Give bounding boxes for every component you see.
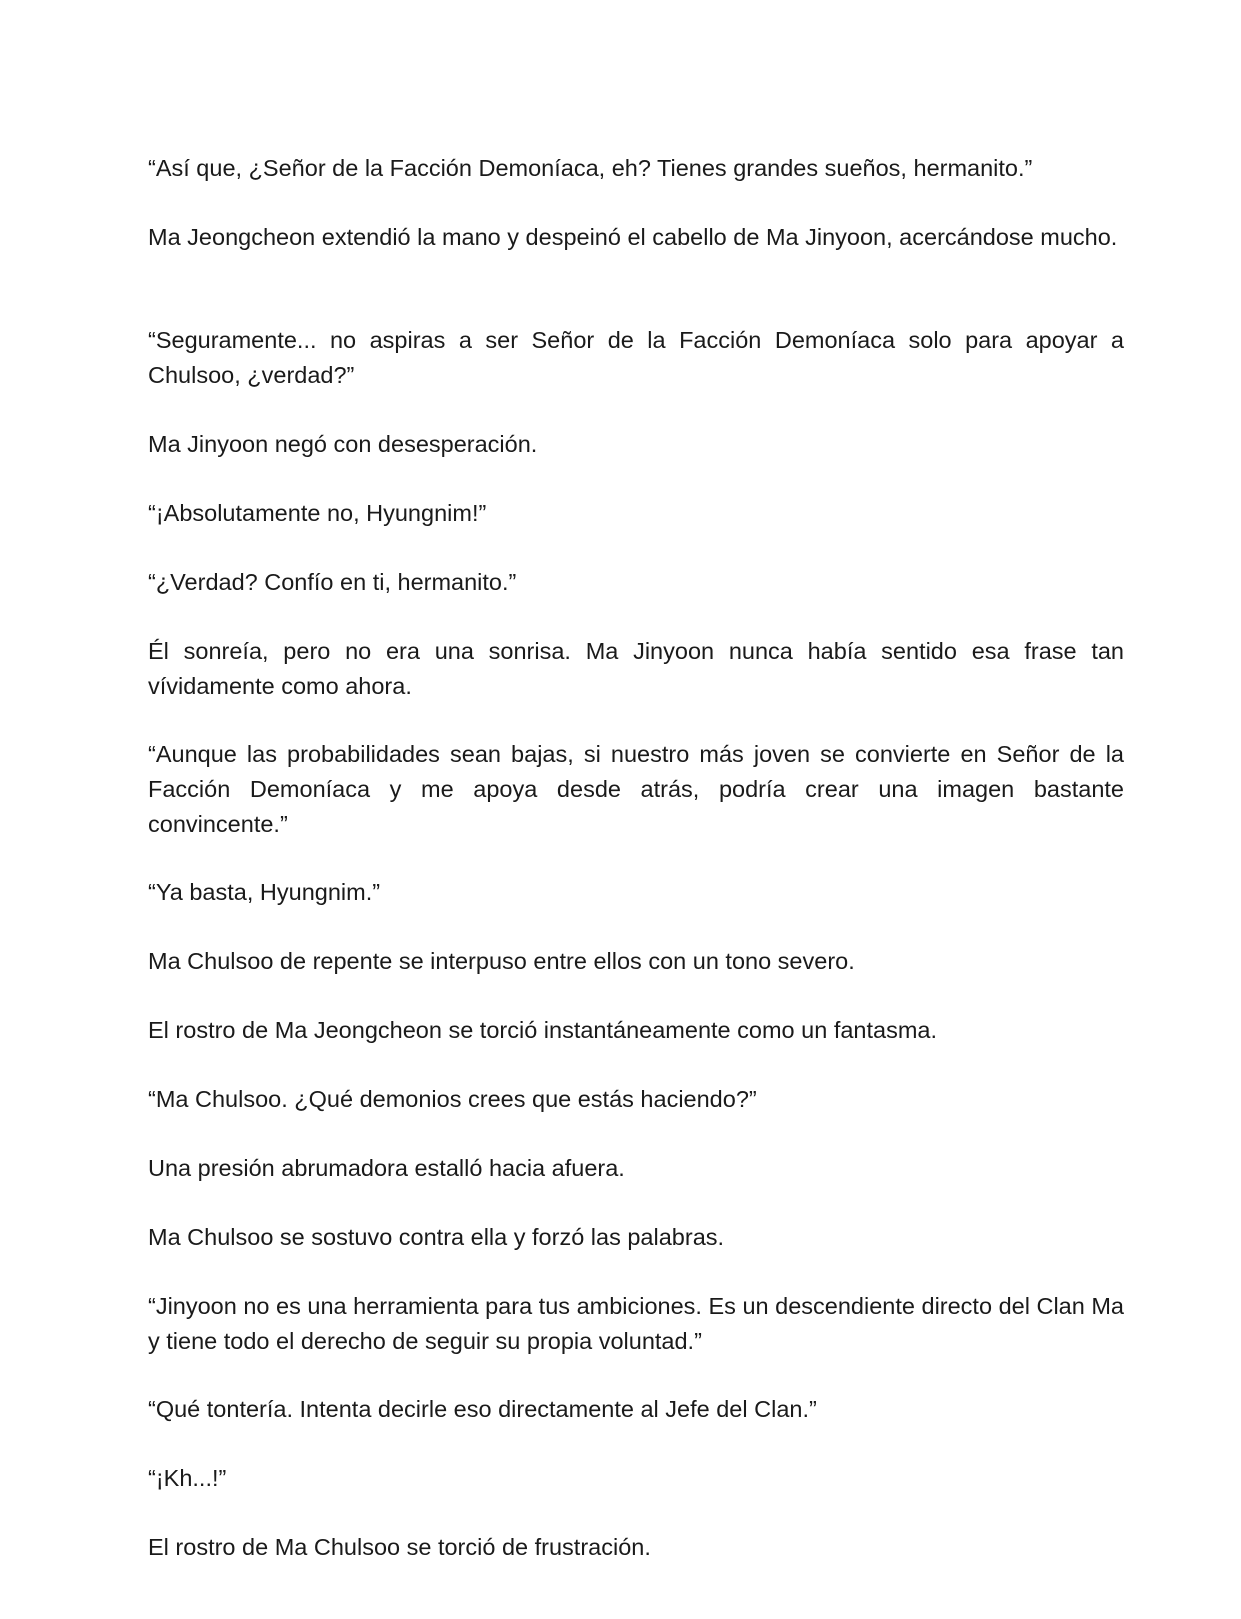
paragraph-15: “Jinyoon no es una herramienta para tus ambiciones. Es un descendiente directo del Clan Ma y tiene todo el derecho de seguir su propia voluntad.” (148, 1293, 1124, 1354)
paragraph-1: “Así que, ¿Señor de la Facción Demoníaca, eh? Tienes grandes sueños, hermanito.” (148, 155, 1033, 181)
paragraph-16: “Qué tontería. Intenta decirle eso directamente al Jefe del Clan.” (148, 1396, 817, 1422)
paragraph-18: El rostro de Ma Chulsoo se torció de frustración. (148, 1534, 651, 1560)
paragraph-12: “Ma Chulsoo. ¿Qué demonios crees que estás haciendo?” (148, 1086, 757, 1112)
paragraph-7: Él sonreía, pero no era una sonrisa. Ma Jinyoon nunca había sentido esa frase tan vívidamente como ahora. (148, 638, 1124, 699)
paragraph-4: Ma Jinyoon negó con desesperación. (148, 431, 538, 457)
paragraph-3: “Seguramente... no aspiras a ser Señor de la Facción Demoníaca solo para apoyar a Chulsoo, ¿verdad?” (148, 327, 1124, 388)
paragraph-6: “¿Verdad? Confío en ti, hermanito.” (148, 569, 517, 595)
paragraph-5: “¡Absolutamente no, Hyungnim!” (148, 500, 487, 526)
paragraph-11: El rostro de Ma Jeongcheon se torció instantáneamente como un fantasma. (148, 1017, 938, 1043)
paragraph-8: “Aunque las probabilidades sean bajas, si nuestro más joven se convierte en Señor de la Facción Demoníaca y me apoya desde atrás, podría crear una imagen bastante convincente.” (148, 741, 1124, 837)
paragraph-2: Ma Jeongcheon extendió la mano y despeinó el cabello de Ma Jinyoon, acercándose mucho. (148, 224, 1118, 250)
paragraph-9: “Ya basta, Hyungnim.” (148, 879, 381, 905)
paragraph-10: Ma Chulsoo de repente se interpuso entre ellos con un tono severo. (148, 948, 855, 974)
paragraph-14: Ma Chulsoo se sostuvo contra ella y forzó las palabras. (148, 1224, 725, 1250)
paragraph-13: Una presión abrumadora estalló hacia afuera. (148, 1155, 625, 1181)
paragraph-17: “¡Kh...!” (148, 1465, 227, 1491)
